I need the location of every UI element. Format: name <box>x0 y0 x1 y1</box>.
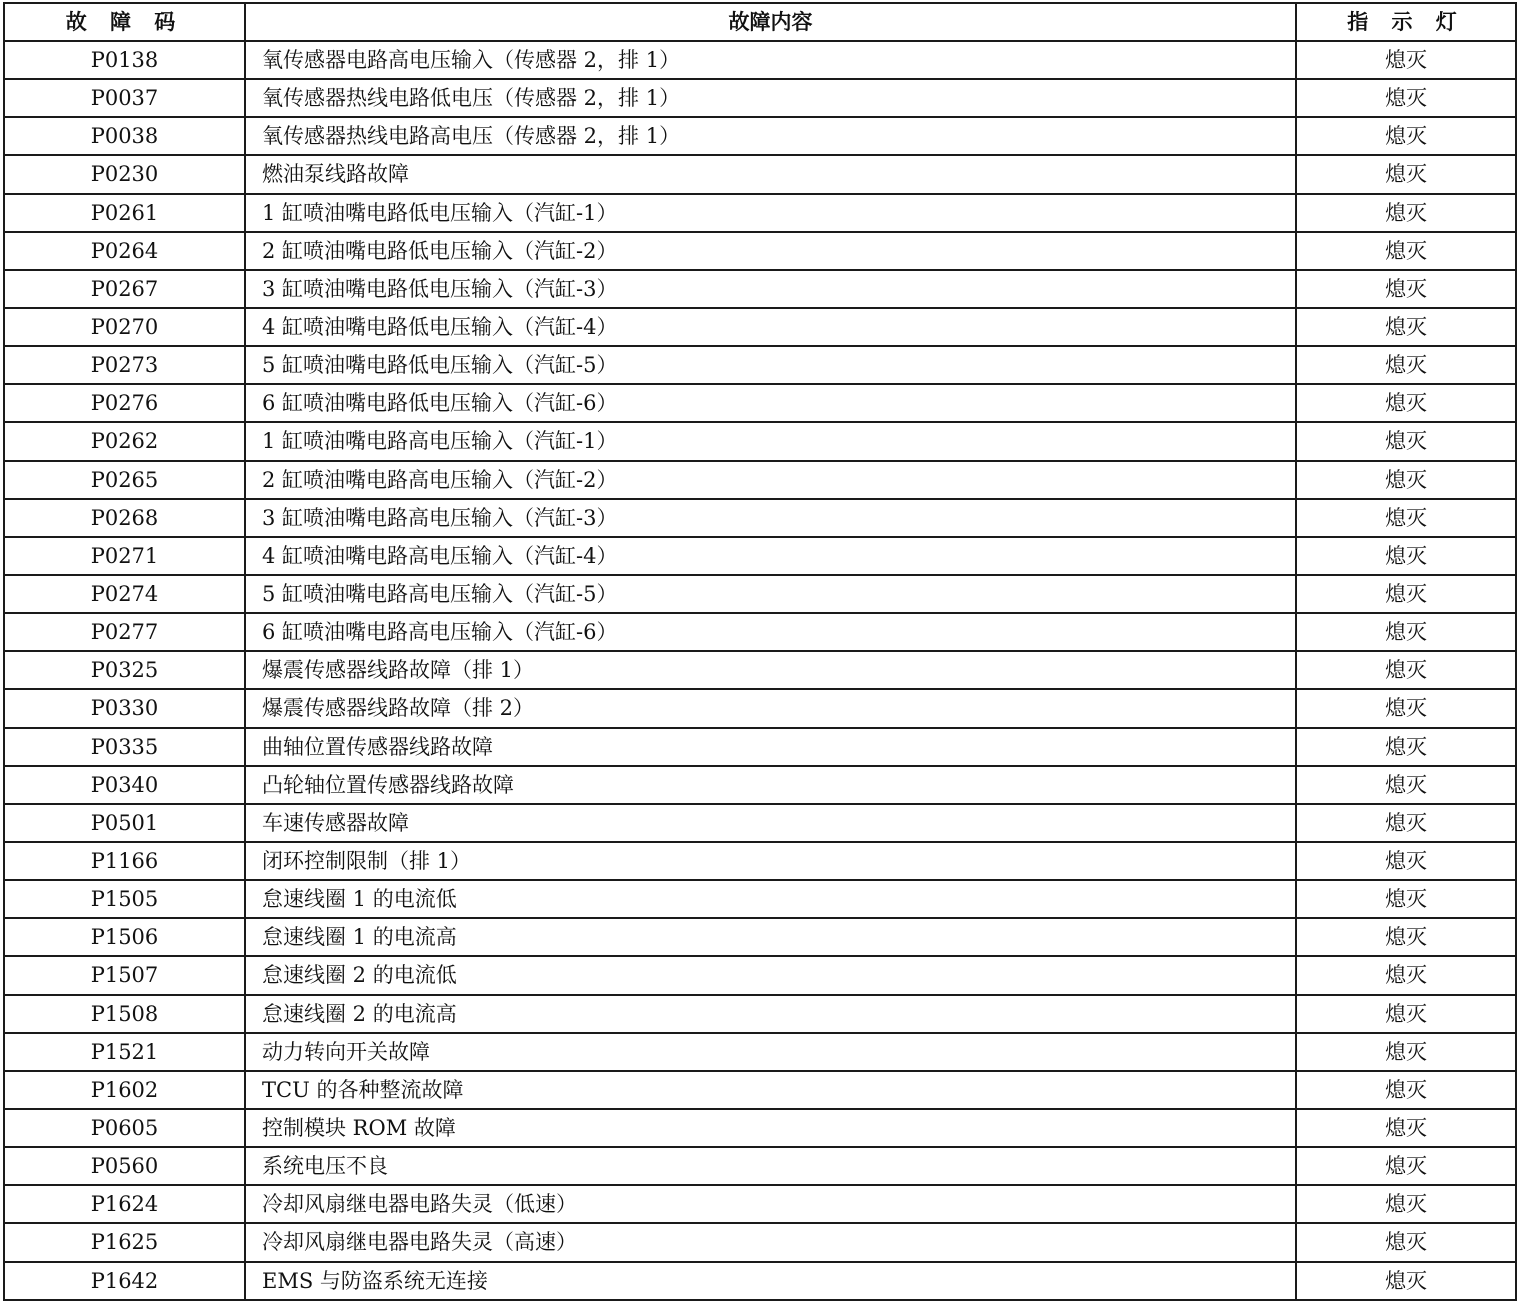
fault-code-cell: P1521 <box>4 1033 245 1071</box>
indicator-status-cell: 熄灭 <box>1296 918 1516 956</box>
fault-description-cell: 控制模块 ROM 故障 <box>245 1109 1296 1147</box>
fault-code-cell: P0038 <box>4 117 245 155</box>
fault-code-cell: P0261 <box>4 194 245 232</box>
table-header <box>4 3 1516 41</box>
indicator-status-cell: 熄灭 <box>1296 1262 1516 1301</box>
fault-description-cell: 3 缸喷油嘴电路低电压输入（汽缸-3） <box>245 270 1296 308</box>
table-row <box>4 155 1516 193</box>
fault-code-cell: P1505 <box>4 880 245 918</box>
fault-code-cell: P1624 <box>4 1185 245 1223</box>
table-row <box>4 728 1516 766</box>
table-row <box>4 461 1516 499</box>
indicator-status-cell: 熄灭 <box>1296 1185 1516 1223</box>
fault-code-cell: P1625 <box>4 1223 245 1261</box>
header-row <box>4 3 1516 41</box>
indicator-status-cell: 熄灭 <box>1296 117 1516 155</box>
fault-description-cell: 2 缸喷油嘴电路高电压输入（汽缸-2） <box>245 461 1296 499</box>
fault-code-cell: P0501 <box>4 804 245 842</box>
fault-description-cell: 闭环控制限制（排 1） <box>245 842 1296 880</box>
indicator-status-cell: 熄灭 <box>1296 804 1516 842</box>
indicator-status-cell: 熄灭 <box>1296 422 1516 460</box>
fault-code-cell: P1602 <box>4 1071 245 1109</box>
fault-description-cell: 怠速线圈 1 的电流低 <box>245 880 1296 918</box>
table-row <box>4 270 1516 308</box>
table-row <box>4 689 1516 727</box>
fault-code-table <box>3 2 1517 1301</box>
fault-code-cell: P0037 <box>4 79 245 117</box>
header-fault-code: 故 障 码 <box>4 3 245 41</box>
fault-code-cell: P0230 <box>4 155 245 193</box>
table-row <box>4 79 1516 117</box>
fault-description-cell: 6 缸喷油嘴电路低电压输入（汽缸-6） <box>245 384 1296 422</box>
table-row <box>4 804 1516 842</box>
table-row <box>4 1223 1516 1261</box>
fault-description-cell: 1 缸喷油嘴电路高电压输入（汽缸-1） <box>245 422 1296 460</box>
fault-description-cell: 冷却风扇继电器电路失灵（低速） <box>245 1185 1296 1223</box>
table-row <box>4 613 1516 651</box>
indicator-status-cell: 熄灭 <box>1296 155 1516 193</box>
table-row <box>4 194 1516 232</box>
table-row <box>4 41 1516 79</box>
indicator-status-cell: 熄灭 <box>1296 728 1516 766</box>
indicator-status-cell: 熄灭 <box>1296 842 1516 880</box>
fault-code-cell: P0262 <box>4 422 245 460</box>
table-row <box>4 995 1516 1033</box>
indicator-status-cell: 熄灭 <box>1296 194 1516 232</box>
fault-code-cell: P0277 <box>4 613 245 651</box>
fault-description-cell: 5 缸喷油嘴电路高电压输入（汽缸-5） <box>245 575 1296 613</box>
indicator-status-cell: 熄灭 <box>1296 613 1516 651</box>
indicator-status-cell: 熄灭 <box>1296 270 1516 308</box>
fault-code-cell: P0605 <box>4 1109 245 1147</box>
fault-code-cell: P0265 <box>4 461 245 499</box>
indicator-status-cell: 熄灭 <box>1296 537 1516 575</box>
table-row <box>4 1033 1516 1071</box>
indicator-status-cell: 熄灭 <box>1296 1223 1516 1261</box>
table-row <box>4 499 1516 537</box>
fault-code-cell: P0325 <box>4 651 245 689</box>
indicator-status-cell: 熄灭 <box>1296 41 1516 79</box>
fault-description-cell: 5 缸喷油嘴电路低电压输入（汽缸-5） <box>245 346 1296 384</box>
fault-code-cell: P1642 <box>4 1262 245 1301</box>
table-row <box>4 117 1516 155</box>
indicator-status-cell: 熄灭 <box>1296 1071 1516 1109</box>
table-row <box>4 1185 1516 1223</box>
table-row <box>4 1109 1516 1147</box>
indicator-status-cell: 熄灭 <box>1296 499 1516 537</box>
fault-code-cell: P1166 <box>4 842 245 880</box>
fault-code-cell: P1507 <box>4 956 245 994</box>
fault-code-cell: P0330 <box>4 689 245 727</box>
fault-description-cell: TCU 的各种整流故障 <box>245 1071 1296 1109</box>
fault-code-cell: P0335 <box>4 728 245 766</box>
fault-code-cell: P0138 <box>4 41 245 79</box>
indicator-status-cell: 熄灭 <box>1296 346 1516 384</box>
fault-description-cell: 燃油泵线路故障 <box>245 155 1296 193</box>
indicator-status-cell: 熄灭 <box>1296 651 1516 689</box>
fault-code-cell: P0560 <box>4 1147 245 1185</box>
indicator-status-cell: 熄灭 <box>1296 766 1516 804</box>
indicator-status-cell: 熄灭 <box>1296 1109 1516 1147</box>
fault-description-cell: 氧传感器热线电路高电压（传感器 2，排 1） <box>245 117 1296 155</box>
header-fault-description: 故障内容 <box>245 3 1296 41</box>
indicator-status-cell: 熄灭 <box>1296 956 1516 994</box>
fault-description-cell: 曲轴位置传感器线路故障 <box>245 728 1296 766</box>
table-row <box>4 575 1516 613</box>
indicator-status-cell: 熄灭 <box>1296 575 1516 613</box>
fault-description-cell: 3 缸喷油嘴电路高电压输入（汽缸-3） <box>245 499 1296 537</box>
indicator-status-cell: 熄灭 <box>1296 384 1516 422</box>
fault-description-cell: 2 缸喷油嘴电路低电压输入（汽缸-2） <box>245 232 1296 270</box>
table-row <box>4 422 1516 460</box>
table-body <box>4 41 1516 1300</box>
fault-description-cell: 系统电压不良 <box>245 1147 1296 1185</box>
table-row <box>4 1147 1516 1185</box>
fault-description-cell: 车速传感器故障 <box>245 804 1296 842</box>
table-row <box>4 346 1516 384</box>
fault-description-cell: 4 缸喷油嘴电路低电压输入（汽缸-4） <box>245 308 1296 346</box>
table-row <box>4 1071 1516 1109</box>
fault-code-cell: P1506 <box>4 918 245 956</box>
fault-code-cell: P1508 <box>4 995 245 1033</box>
fault-description-cell: 怠速线圈 2 的电流低 <box>245 956 1296 994</box>
fault-code-cell: P0340 <box>4 766 245 804</box>
fault-description-cell: 怠速线圈 1 的电流高 <box>245 918 1296 956</box>
fault-code-cell: P0276 <box>4 384 245 422</box>
fault-description-cell: 1 缸喷油嘴电路低电压输入（汽缸-1） <box>245 194 1296 232</box>
header-indicator-lamp: 指 示 灯 <box>1296 3 1516 41</box>
table-row <box>4 880 1516 918</box>
fault-code-cell: P0268 <box>4 499 245 537</box>
table-row <box>4 956 1516 994</box>
fault-description-cell: 怠速线圈 2 的电流高 <box>245 995 1296 1033</box>
table-row <box>4 766 1516 804</box>
table-row <box>4 651 1516 689</box>
fault-description-cell: 6 缸喷油嘴电路高电压输入（汽缸-6） <box>245 613 1296 651</box>
fault-description-cell: 爆震传感器线路故障（排 1） <box>245 651 1296 689</box>
table-row <box>4 537 1516 575</box>
fault-code-cell: P0274 <box>4 575 245 613</box>
table-row <box>4 842 1516 880</box>
table-row <box>4 918 1516 956</box>
fault-description-cell: 动力转向开关故障 <box>245 1033 1296 1071</box>
indicator-status-cell: 熄灭 <box>1296 689 1516 727</box>
fault-description-cell: EMS 与防盗系统无连接 <box>245 1262 1296 1301</box>
fault-code-cell: P0270 <box>4 308 245 346</box>
fault-code-cell: P0264 <box>4 232 245 270</box>
table-row <box>4 308 1516 346</box>
fault-description-cell: 4 缸喷油嘴电路高电压输入（汽缸-4） <box>245 537 1296 575</box>
fault-code-cell: P0267 <box>4 270 245 308</box>
fault-code-cell: P0273 <box>4 346 245 384</box>
table-row <box>4 384 1516 422</box>
table-row <box>4 1262 1516 1301</box>
fault-description-cell: 冷却风扇继电器电路失灵（高速） <box>245 1223 1296 1261</box>
indicator-status-cell: 熄灭 <box>1296 880 1516 918</box>
indicator-status-cell: 熄灭 <box>1296 308 1516 346</box>
fault-description-cell: 氧传感器电路高电压输入（传感器 2，排 1） <box>245 41 1296 79</box>
fault-code-cell: P0271 <box>4 537 245 575</box>
indicator-status-cell: 熄灭 <box>1296 79 1516 117</box>
indicator-status-cell: 熄灭 <box>1296 232 1516 270</box>
table-row <box>4 232 1516 270</box>
indicator-status-cell: 熄灭 <box>1296 1147 1516 1185</box>
fault-description-cell: 凸轮轴位置传感器线路故障 <box>245 766 1296 804</box>
fault-description-cell: 爆震传感器线路故障（排 2） <box>245 689 1296 727</box>
indicator-status-cell: 熄灭 <box>1296 1033 1516 1071</box>
fault-description-cell: 氧传感器热线电路低电压（传感器 2，排 1） <box>245 79 1296 117</box>
indicator-status-cell: 熄灭 <box>1296 995 1516 1033</box>
indicator-status-cell: 熄灭 <box>1296 461 1516 499</box>
